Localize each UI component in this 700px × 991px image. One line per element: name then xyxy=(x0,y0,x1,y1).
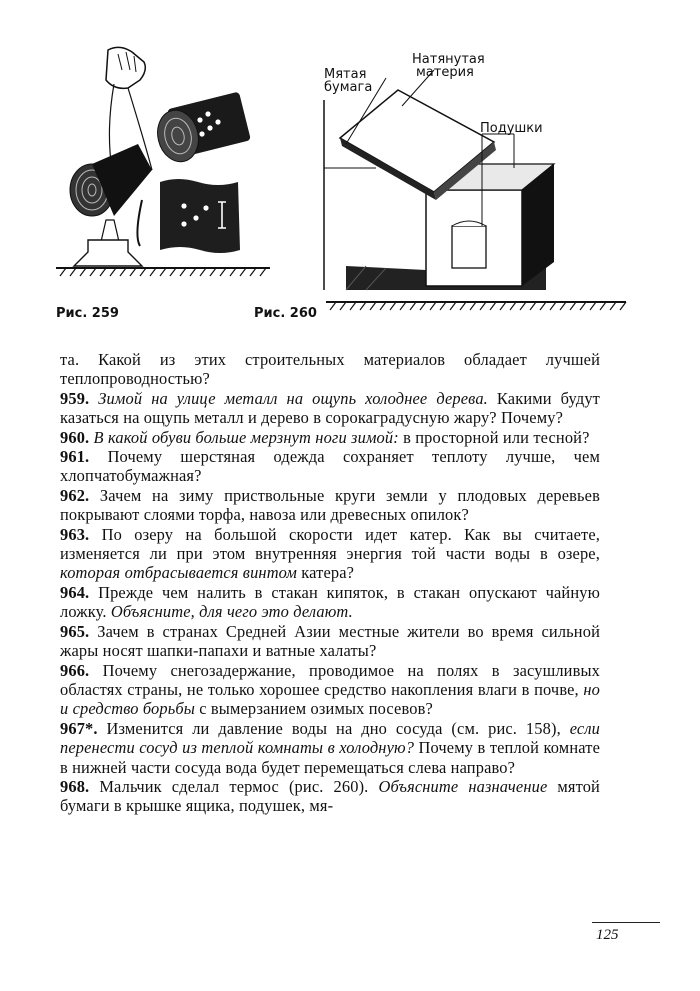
problem-text-segment: с вымерзанием озимых посевов? xyxy=(195,699,433,719)
problem-paragraph xyxy=(60,350,600,389)
label-stretched-fabric-1: Натянутая xyxy=(412,52,485,67)
problem-number: 962. xyxy=(60,485,90,505)
problem-paragraph xyxy=(60,525,600,583)
problem-paragraph xyxy=(60,389,600,428)
problem-number: 966. xyxy=(60,660,90,680)
problem-text-segment: Мальчик сделал термос (рис. 260). xyxy=(89,776,369,796)
label-stretched-fabric-2: материя xyxy=(416,65,474,80)
problem-text-segment: Какими будут казаться на ощупь металл и дерево в сорокаградусную жару? Почему? xyxy=(60,388,600,428)
problem-number: 963. xyxy=(60,524,90,544)
problem-text-segment: Зачем на зиму приствольные круги земли у плодовых деревьев покрывают слоями торфа, навоза или древесных опилок? xyxy=(60,485,600,525)
problem-number: 960. xyxy=(60,427,90,447)
problem-paragraph xyxy=(60,661,600,719)
problems-text xyxy=(60,350,600,816)
problem-text-segment: Зачем в странах Средней Азии местные жители во время сильной жары носят шапки-папахи и ватные халаты? xyxy=(60,621,600,661)
problem-number: 964. xyxy=(60,582,90,602)
label-crumpled-paper-2: бумага xyxy=(324,80,373,95)
figure-259-caption: Рис. 259 xyxy=(56,306,119,321)
problem-text-segment: которая отбрасывается винтом xyxy=(60,563,298,583)
problem-paragraph xyxy=(60,486,600,525)
problem-text-segment: если перенести сосуд из теплой комнаты в холодную? xyxy=(60,718,600,758)
problem-text-segment: Изменится ли давление воды на дно сосуда (см. рис. 158), xyxy=(97,718,561,738)
problem-number: 968. xyxy=(60,776,90,796)
problem-paragraph xyxy=(60,447,600,486)
problem-text-segment: Прежде чем налить в стакан кипяток, в стакан опускают чайную ложку. xyxy=(60,582,600,622)
problem-number: 961. xyxy=(60,447,90,467)
figure-259-illustration xyxy=(48,40,278,300)
figures-area xyxy=(48,40,668,340)
problem-text-segment: В какой обуви больше мерзнут ноги зимой: xyxy=(89,427,399,447)
problem-text-segment: Объясните, для чего это делают. xyxy=(106,602,353,622)
problem-text-segment: Объясните назначение xyxy=(368,776,548,796)
problem-text-segment: мятой бумаги в крышке ящика, подушек, мя- xyxy=(60,776,600,816)
problem-text-segment: но и средство борьбы xyxy=(60,679,600,719)
problem-paragraph xyxy=(60,719,600,777)
problem-number: 965. xyxy=(60,621,90,641)
problem-text-segment: Зимой на улице металл на ощупь холоднее дерева. xyxy=(89,388,488,408)
label-pillows: Подушки xyxy=(480,121,543,136)
problem-paragraph xyxy=(60,428,600,447)
problem-text-segment: в просторной или тесной? xyxy=(398,427,590,447)
problem-paragraph xyxy=(60,777,600,816)
problem-text-segment: та. Какой из этих строительных материалов обладает лучшей теплопроводностью? xyxy=(60,350,600,389)
problem-paragraph xyxy=(60,583,600,622)
problem-text-segment: Почему в теплой комнате в нижней части сосуда вода будет перемещаться слева направо? xyxy=(60,738,600,777)
problem-text-segment: По озеру на большой скорости идет катер. Как вы считаете, изменяется ли при этом внутренняя энергия той части воды в озере, xyxy=(60,524,600,564)
problem-paragraph xyxy=(60,622,600,661)
page-number: 125 xyxy=(596,927,619,943)
footer-rule xyxy=(592,922,660,923)
label-crumpled-paper-1: Мятая xyxy=(324,67,367,82)
problem-text-segment: Почему шерстяная одежда сохраняет теплоту лучше, чем хлопчатобумажная? xyxy=(60,447,600,486)
problem-text-segment: катера? xyxy=(297,563,355,583)
problem-text-segment: Почему снегозадержание, проводимое на полях в засушливых областях страны, не только хорошее средство накопления влаги в почве, xyxy=(60,660,600,699)
figure-260-caption: Рис. 260 xyxy=(254,306,317,321)
problem-number: 967*. xyxy=(60,718,98,738)
problem-number: 959. xyxy=(60,388,90,408)
